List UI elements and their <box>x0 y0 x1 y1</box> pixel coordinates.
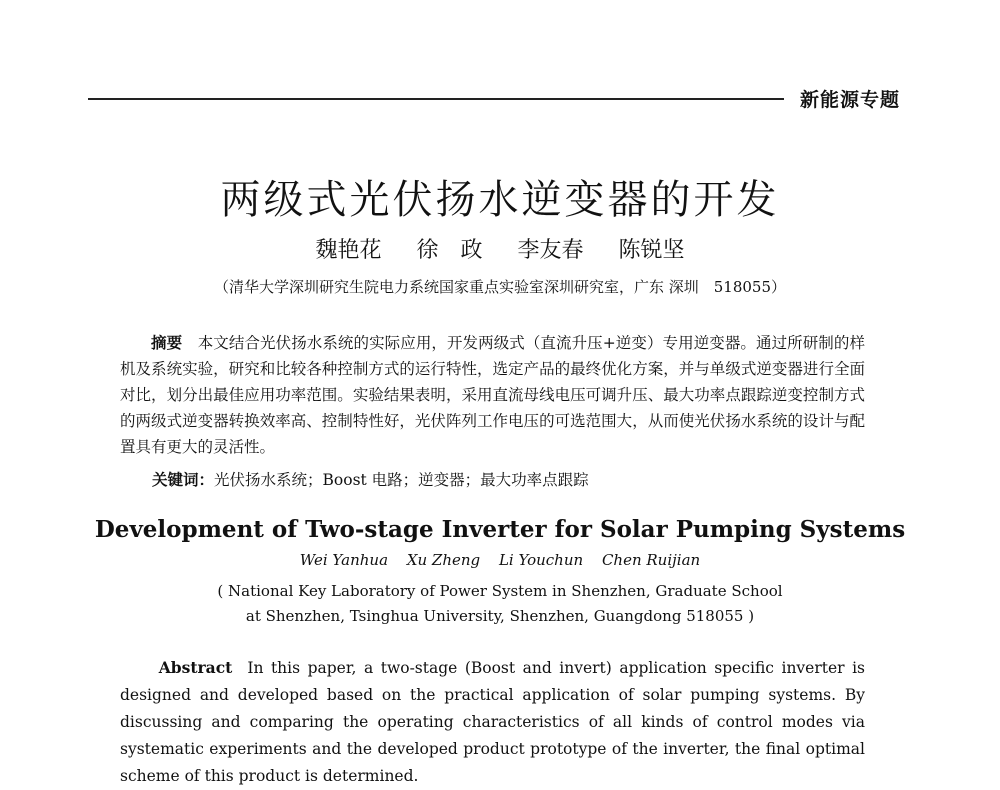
author-en-4: Chen Ruijian <box>601 551 701 569</box>
affiliation-en-line-1: ( National Key Laboratory of Power System in Shenzhen, Graduate School <box>217 582 783 600</box>
keywords-chinese <box>152 468 589 490</box>
author-en-2: Xu Zheng <box>406 551 481 569</box>
abstract-chinese <box>120 330 865 460</box>
author-cn-2: 徐 政 <box>416 238 483 263</box>
authors-english <box>0 551 1000 569</box>
running-header <box>88 85 900 113</box>
abstract-english <box>120 654 865 790</box>
abstract-en-text: In this paper, a two-stage (Boost and invert) application specific inverter is designed and developed based on the practical application of solar pumping systems. By discussing and comparing the operating characteristics of all kinds of control modes via systematic experiments and the developed product prototype of the inverter, the final optimal scheme of this product is determined. <box>120 659 866 785</box>
affiliation-en-line-2: at Shenzhen, Tsinghua University, Shenzhen, Guangdong 518055 ) <box>245 607 755 625</box>
keywords-cn-label: 关键词： <box>152 470 215 489</box>
affiliation-chinese: （清华大学深圳研究生院电力系统国家重点实验室深圳研究室，广东 深圳 518055） <box>213 278 787 296</box>
author-en-1: Wei Yanhua <box>299 551 389 569</box>
title-chinese: 两级式光伏扬水逆变器的开发 <box>220 177 780 223</box>
authors-chinese <box>0 233 1000 264</box>
affiliation-english <box>0 579 1000 629</box>
abstract-cn-label: 摘要 <box>151 333 183 352</box>
author-cn-3: 李友春 <box>517 238 584 263</box>
section-label: 新能源专题 <box>799 89 900 111</box>
keywords-cn-text: 光伏扬水系统；Boost 电路；逆变器；最大功率点跟踪 <box>214 471 589 489</box>
abstract-en-label: Abstract <box>158 658 233 677</box>
title-english: Development of Two-stage Inverter for Solar Pumping Systems <box>94 516 906 543</box>
abstract-cn-text: 本文结合光伏扬水系统的实际应用，开发两级式（直流升压+逆变）专用逆变器。通过所研制的样机及系统实验，研究和比较各种控制方式的运行特性，选定产品的最终优化方案，并与单级式逆变器进行全面对比，划分出最佳应用功率范围。实验结果表明，采用直流母线电压可调升压、最大功率点跟踪逆变控制方式的两级式逆变器转换效率高、控制特性好，光伏阵列工作电压的可选范围大，从而使光伏扬水系统的设计与配置具有更大的灵活性。 <box>120 334 865 456</box>
header-rule <box>88 98 784 100</box>
author-cn-4: 陈锐坚 <box>618 238 685 263</box>
author-en-3: Li Youchun <box>498 551 584 569</box>
author-cn-1: 魏艳花 <box>315 238 382 263</box>
